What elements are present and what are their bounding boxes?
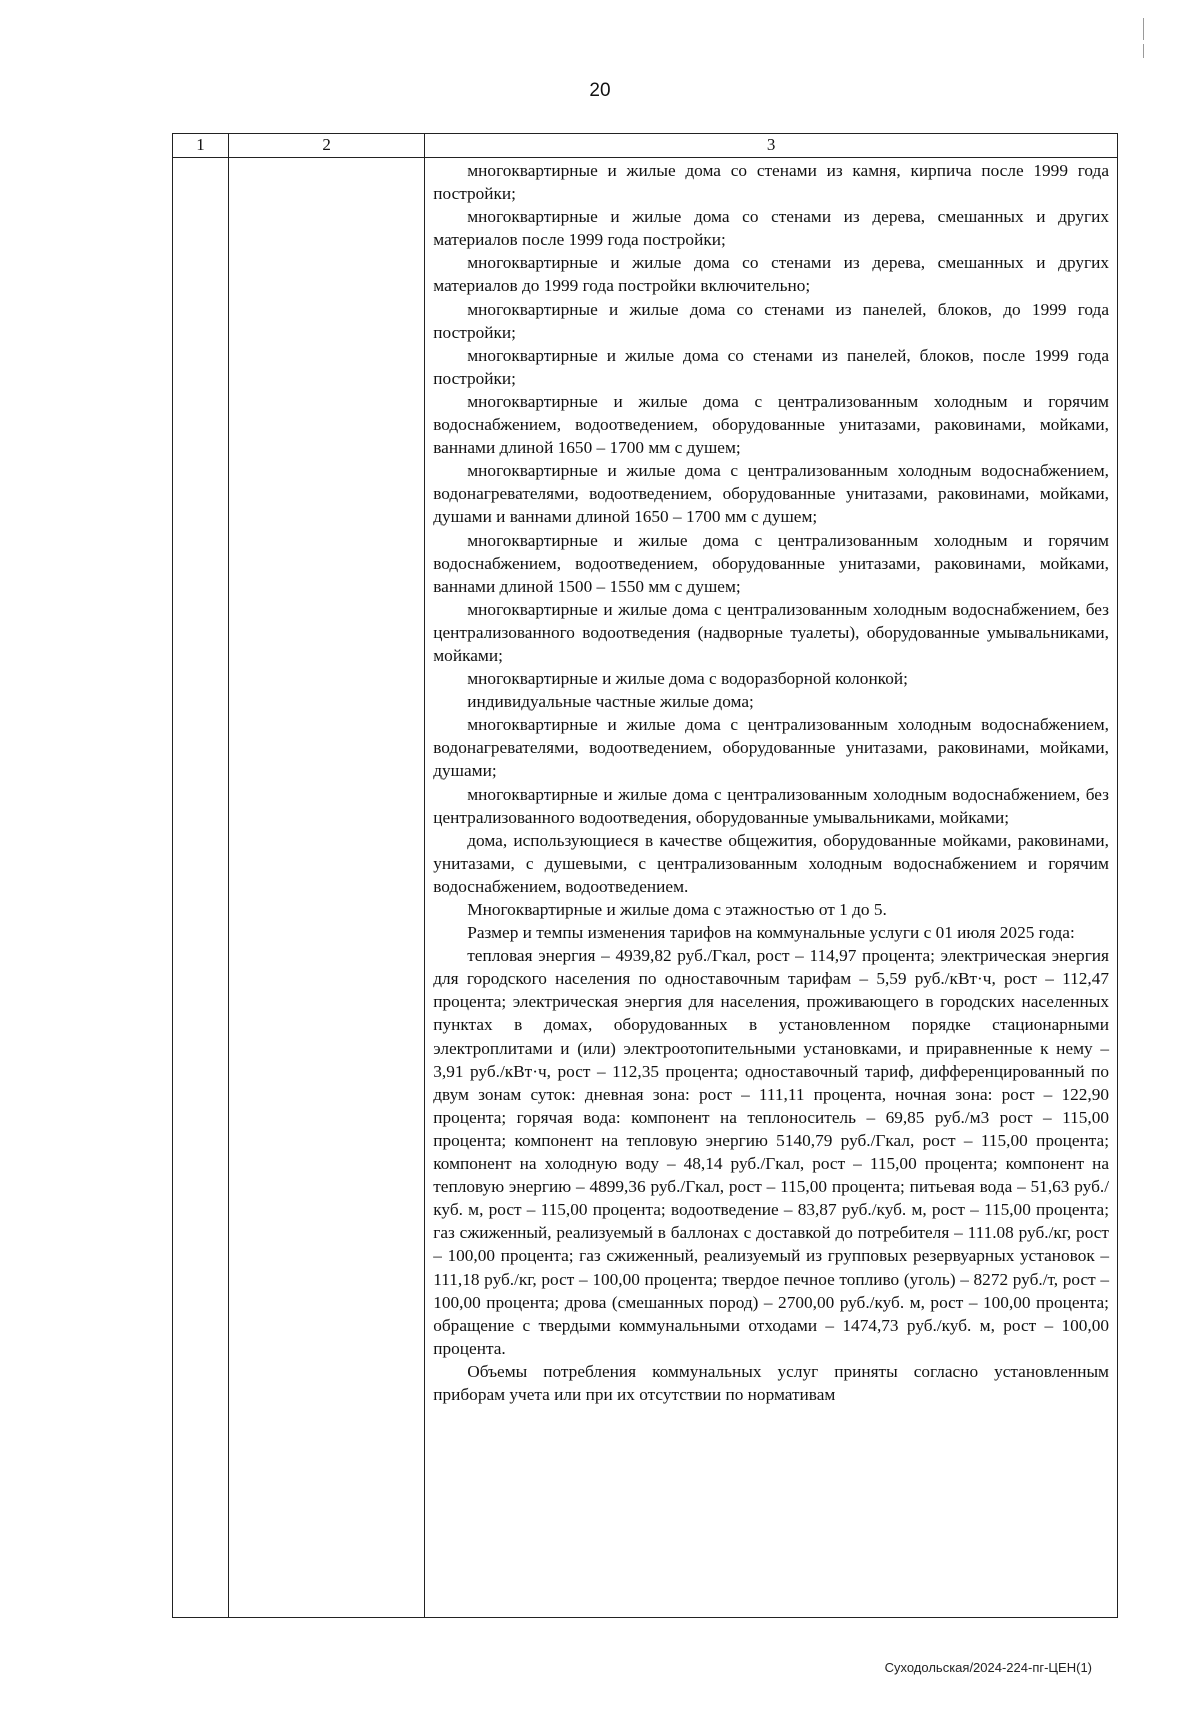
page-number: 20: [589, 80, 611, 101]
paragraph: многоквартирные и жилые дома со стенами из панелей, блоков, после 1999 года постройки;: [433, 345, 1109, 388]
column-header-3: 3: [425, 134, 1118, 158]
paragraph: многоквартирные и жилые дома с централизованным холодным водоснабжением, без централизованного водоотведения, оборудованные умывальниками, мойками;: [433, 784, 1109, 827]
document-code-footer: Суходольская/2024-224-пг-ЦЕН(1): [884, 1660, 1092, 1675]
cell-column-2: [229, 158, 425, 1618]
paragraph: многоквартирные и жилые дома со стенами из дерева, смешанных и других материалов после 1999 года постройки;: [433, 207, 1109, 250]
paragraph: Размер и темпы изменения тарифов на коммунальные услуги с 01 июля 2025 года:: [467, 923, 1075, 943]
table-row: [173, 158, 1118, 1618]
column-header-2: 2: [229, 134, 425, 158]
paragraph: многоквартирные и жилые дома с водоразборной колонкой;: [467, 669, 908, 689]
paragraph: многоквартирные и жилые дома с централизованным холодным водоснабжением, водонагревателями, водоотведением, оборудованные унитазами, раковинами, мойками, душами;: [433, 715, 1109, 781]
paragraph: многоквартирные и жилые дома с централизованным холодным и горячим водоснабжением, водоотведением, оборудованные унитазами, раковинами, мойками, ваннами длиной 1650 – 1700 мм с душем;: [433, 391, 1109, 458]
paragraph: Многоквартирные и жилые дома с этажностью от 1 до 5.: [467, 900, 887, 919]
paragraph: многоквартирные и жилые дома с централизованным холодным водоснабжением, водонагревателями, водоотведением, оборудованные унитазами, раковинами, мойками, душами и ваннами длиной 1650 – 1700 мм с душем;: [433, 461, 1109, 527]
paragraph: Объемы потребления коммунальных услуг приняты согласно установленным приборам учета или при их отсутствии по нормативам: [433, 1361, 1109, 1404]
paragraph: многоквартирные и жилые дома со стенами из дерева, смешанных и других материалов до 1999 года постройки включительно;: [433, 253, 1109, 296]
column-header-1: 1: [173, 134, 229, 158]
paragraph: индивидуальные частные жилые дома;: [467, 692, 754, 712]
paragraph: многоквартирные и жилые дома со стенами из камня, кирпича после 1999 года постройки;: [433, 161, 1109, 204]
paragraph: многоквартирные и жилые дома с централизованным холодным водоснабжением, без централизованного водоотведения (надворные туалеты), оборудованные умывальниками, мойками;: [433, 599, 1109, 665]
scan-artifact-line: [1143, 44, 1144, 58]
paragraph: тепловая энергия – 4939,82 руб./Гкал, рост – 114,97 процента; электрическая энергия для городского населения по одноставочным тарифам – 5,59 руб./кВт·ч, рост – 112,47 процента; электрическая энергия для населения, проживающего в городских населенных пунктах в домах, оборудованных в установленном порядке стационарными электроплитами и (или) электроотопительными установками, и приравненные к нему – 3,91 руб./кВт·ч, рост – 112,35 процента; одноставочный тариф, дифференцированный по двум зонам суток: дневная зона: рост – 111,11 процента, ночная зона: рост – 122,90 процента; горячая вода: компонент на теплоноситель – 69,85 руб./м3 рост – 115,00 процента; компонент на тепловую энергию 5140,79 руб./Гкал, рост – 115,00 процента; компонент на холодную воду – 48,14 руб./Гкал, рост – 115,00 процента; компонент на тепловую энергию – 4899,36 руб./Гкал, рост – 115,00 процента; питьевая вода – 51,63 руб./куб. м, рост – 115,00 процента; водоотведение – 83,87 руб./куб. м, рост – 115,00 процента; газ сжиженный, реализуемый в баллонах с доставкой до потребителя – 111.08 руб./кг, рост – 100,00 процента; газ сжиженный, реализуемый из групповых резервуарных установок – 111,18 руб./кг, рост – 100,00 процента; твердое печное топливо (уголь) – 8272 руб./т, рост – 100,00 процента; дрова (смешанных пород) – 2700,00 руб./куб. м, рост – 100,00 процента; обращение с твердыми коммунальными отходами – 1474,73 руб./куб. м, рост – 100,00 процента.: [433, 946, 1109, 1358]
paragraph: многоквартирные и жилые дома с централизованным холодным и горячим водоснабжением, водоотведением, оборудованные унитазами, раковинами, мойками, ваннами длиной 1500 – 1550 мм с душем;: [433, 530, 1109, 596]
paragraph: дома, использующиеся в качестве общежития, оборудованные мойками, раковинами, унитазами, с душевыми, с централизованным холодным водоснабжением и горячим водоснабжением, водоотведением.: [433, 830, 1109, 896]
cell-column-3: [425, 158, 1118, 1618]
document-table: [172, 133, 1118, 1618]
cell-column-1: [173, 158, 229, 1618]
cell-text-content: [425, 158, 1117, 1615]
scan-artifact-line: [1143, 18, 1144, 40]
table-header-row: [173, 134, 1118, 158]
paragraph: многоквартирные и жилые дома со стенами из панелей, блоков, до 1999 года постройки;: [433, 299, 1109, 342]
